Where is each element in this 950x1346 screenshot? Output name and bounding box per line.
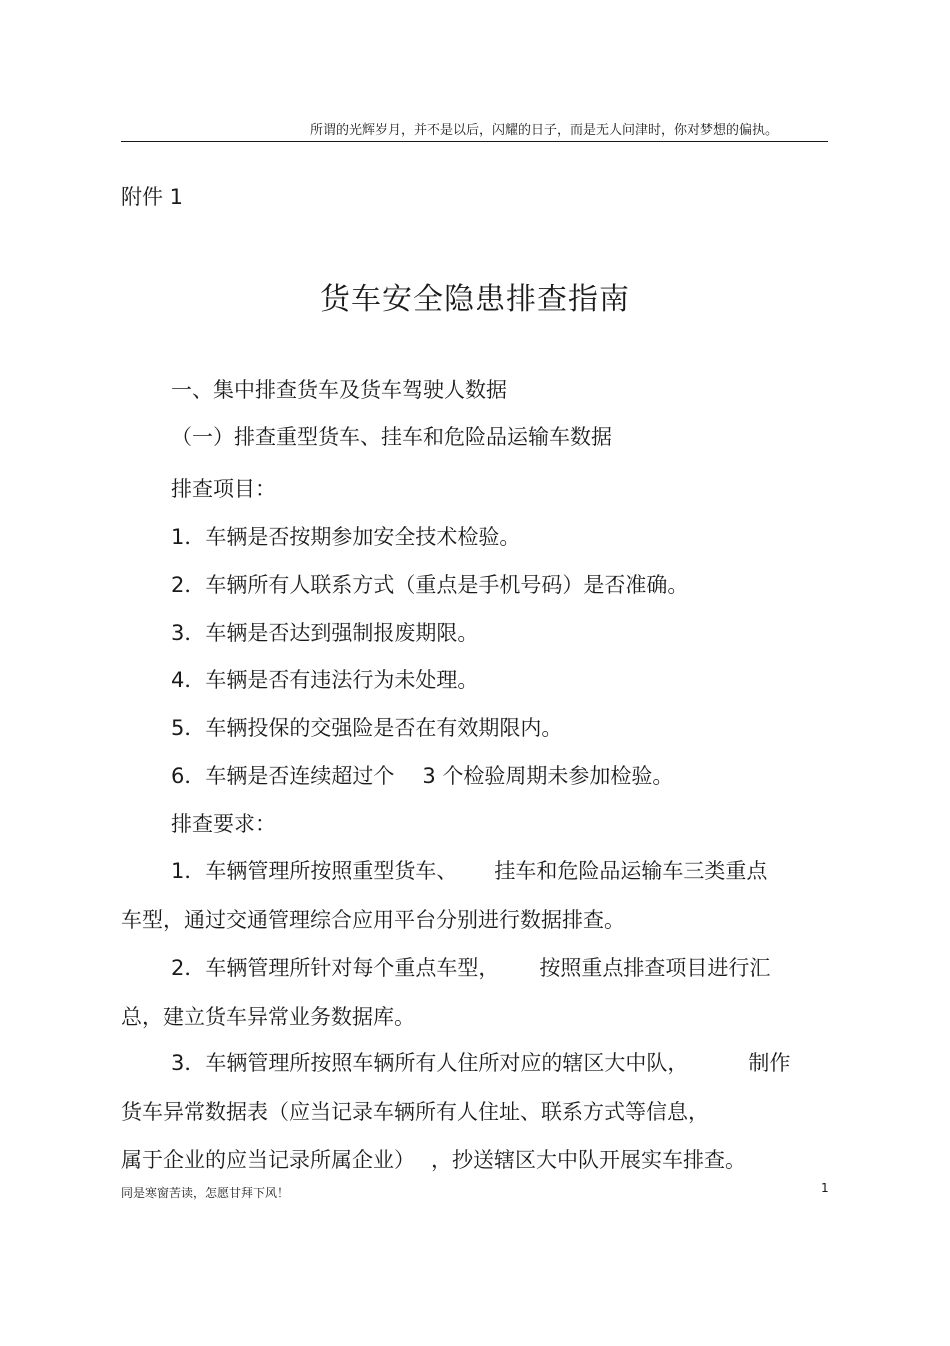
requirement-3-line-2: 货车异常数据表（应当记录车辆所有人住址、联系方式等信息， — [121, 1100, 709, 1124]
requirement-3-line-3 — [121, 1144, 746, 1174]
check-item-3: 3．车辆是否达到强制报废期限。 — [171, 621, 479, 645]
requirements-label: 排查要求： — [171, 812, 276, 836]
requirement-2-line-2: 总，建立货车异常业务数据库。 — [121, 1005, 415, 1029]
requirement-2-text-a: 2．车辆管理所针对每个重点车型， — [171, 956, 500, 980]
requirement-3-text-c: 属于企业的应当记录所属企业） — [121, 1148, 415, 1172]
requirement-1-text-a: 1．车辆管理所按照重型货车、 — [171, 859, 458, 883]
page-number: 1 — [821, 1181, 829, 1195]
subsection-heading: （一）排查重型货车、挂车和危险品运输车数据 — [171, 425, 612, 449]
requirement-3-text-d: ，抄送辖区大中队开展实车排查。 — [431, 1148, 746, 1172]
requirement-3-text-b: 制作 — [748, 1051, 791, 1075]
footer-motto: 同是寒窗苦读，怎愿甘拜下风！ — [121, 1186, 290, 1200]
requirement-1-text-b: 挂车和危险品运输车三类重点 — [494, 859, 768, 883]
document-title: 货车安全隐患排查指南 — [320, 282, 630, 317]
check-item-6 — [171, 760, 673, 790]
check-item-2: 2．车辆所有人联系方式（重点是手机号码）是否准确。 — [171, 573, 689, 597]
check-item-4: 4．车辆是否有违法行为未处理。 — [171, 668, 479, 692]
check-item-5: 5．车辆投保的交强险是否在有效期限内。 — [171, 716, 563, 740]
items-label: 排查项目： — [171, 477, 276, 501]
section-heading: 一、集中排查货车及货车驾驶人数据 — [171, 378, 507, 402]
check-item-1: 1．车辆是否按期参加安全技术检验。 — [171, 525, 521, 549]
requirement-3-line-1 — [171, 1047, 790, 1077]
requirement-1-line-2: 车型，通过交通管理综合应用平台分别进行数据排查。 — [121, 908, 625, 932]
header-divider — [121, 141, 828, 142]
requirement-3-text-a: 3．车辆管理所按照车辆所有人住所对应的辖区大中队， — [171, 1051, 689, 1075]
check-item-6-part1: 6．车辆是否连续超过个 — [171, 764, 395, 788]
requirement-2-text-b: 按照重点排查项目进行汇 — [539, 956, 771, 980]
check-item-6-part2: 3 个检验周期未参加检验。 — [422, 764, 674, 788]
requirement-1-line-1 — [171, 855, 767, 885]
requirement-2-line-1 — [171, 952, 770, 982]
attachment-label: 附件 1 — [121, 185, 184, 209]
header-quote: 所谓的光辉岁月，并不是以后，闪耀的日子，而是无人问津时，你对梦想的偏执。 — [310, 123, 779, 138]
